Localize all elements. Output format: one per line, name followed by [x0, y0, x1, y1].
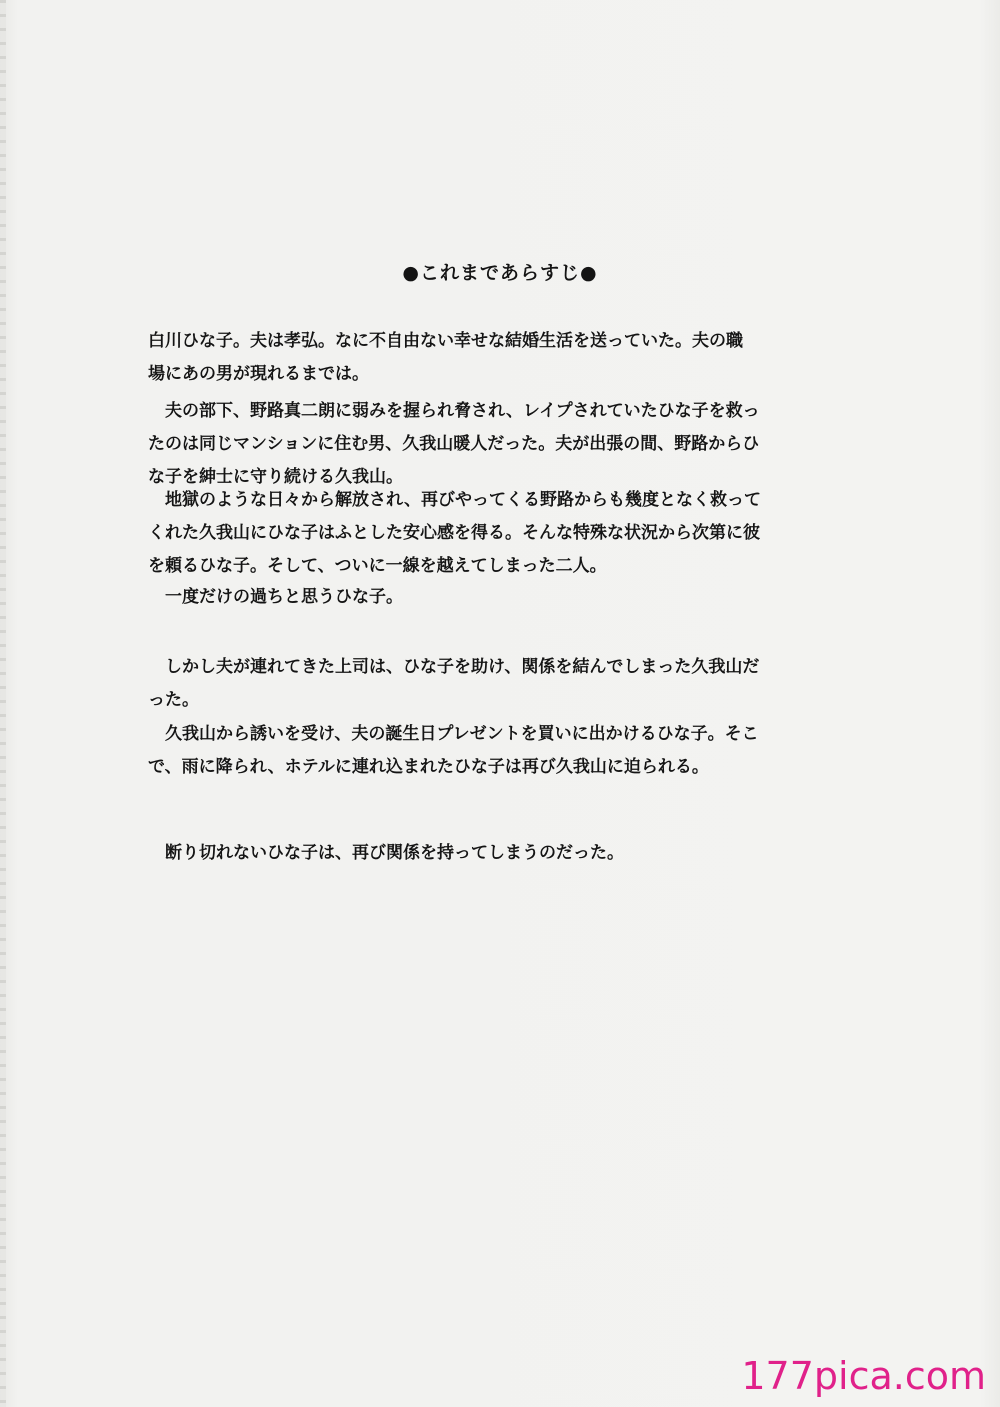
paragraph-2 [148, 395, 868, 494]
paragraph-line: で、雨に降られ、ホテルに連れ込まれたひな子は再び久我山に迫られる。 [148, 757, 709, 777]
paragraph-6 [148, 718, 868, 784]
site-watermark: 177pica.com [741, 1354, 986, 1398]
paragraph-line: 断り切れないひな子は、再び関係を持ってしまうのだった。 [148, 843, 624, 863]
paragraph-line: 一度だけの過ちと思うひな子。 [148, 587, 403, 607]
paragraph-7 [148, 837, 868, 870]
paragraph-line: な子を紳士に守り続ける久我山。 [148, 467, 403, 487]
paragraph-3 [148, 484, 868, 583]
paragraph-line: くれた久我山にひな子はふとした安心感を得る。そんな特殊な状況から次第に彼 [148, 523, 760, 543]
paragraph-line: 白川ひな子。夫は孝弘。なに不自由ない幸せな結婚生活を送っていた。夫の職 [148, 331, 743, 351]
paragraph-line: を頼るひな子。そして、ついに一線を越えてしまった二人。 [148, 556, 607, 576]
paragraph-line: った。 [148, 690, 199, 710]
paragraph-line: 場にあの男が現れるまでは。 [148, 364, 369, 384]
paragraph-1 [148, 325, 868, 391]
paragraph-line: 地獄のような日々から解放され、再びやってくる野路からも幾度となく救って [148, 490, 762, 510]
binding-edge [0, 0, 6, 1407]
paragraph-4 [148, 581, 868, 614]
paragraph-line: しかし夫が連れてきた上司は、ひな子を助け、関係を結んでしまった久我山だ [148, 657, 760, 677]
paragraph-line: 夫の部下、野路真二朗に弱みを握られ脅され、レイプされていたひな子を救っ [148, 401, 760, 421]
paragraph-5 [148, 651, 868, 717]
paragraph-line: たのは同じマンションに住む男、久我山暖人だった。夫が出張の間、野路からひ [148, 434, 760, 454]
synopsis-heading: ●これまであらすじ● [402, 262, 598, 284]
paragraph-line: 久我山から誘いを受け、夫の誕生日プレゼントを買いに出かけるひな子。そこ [148, 724, 759, 744]
